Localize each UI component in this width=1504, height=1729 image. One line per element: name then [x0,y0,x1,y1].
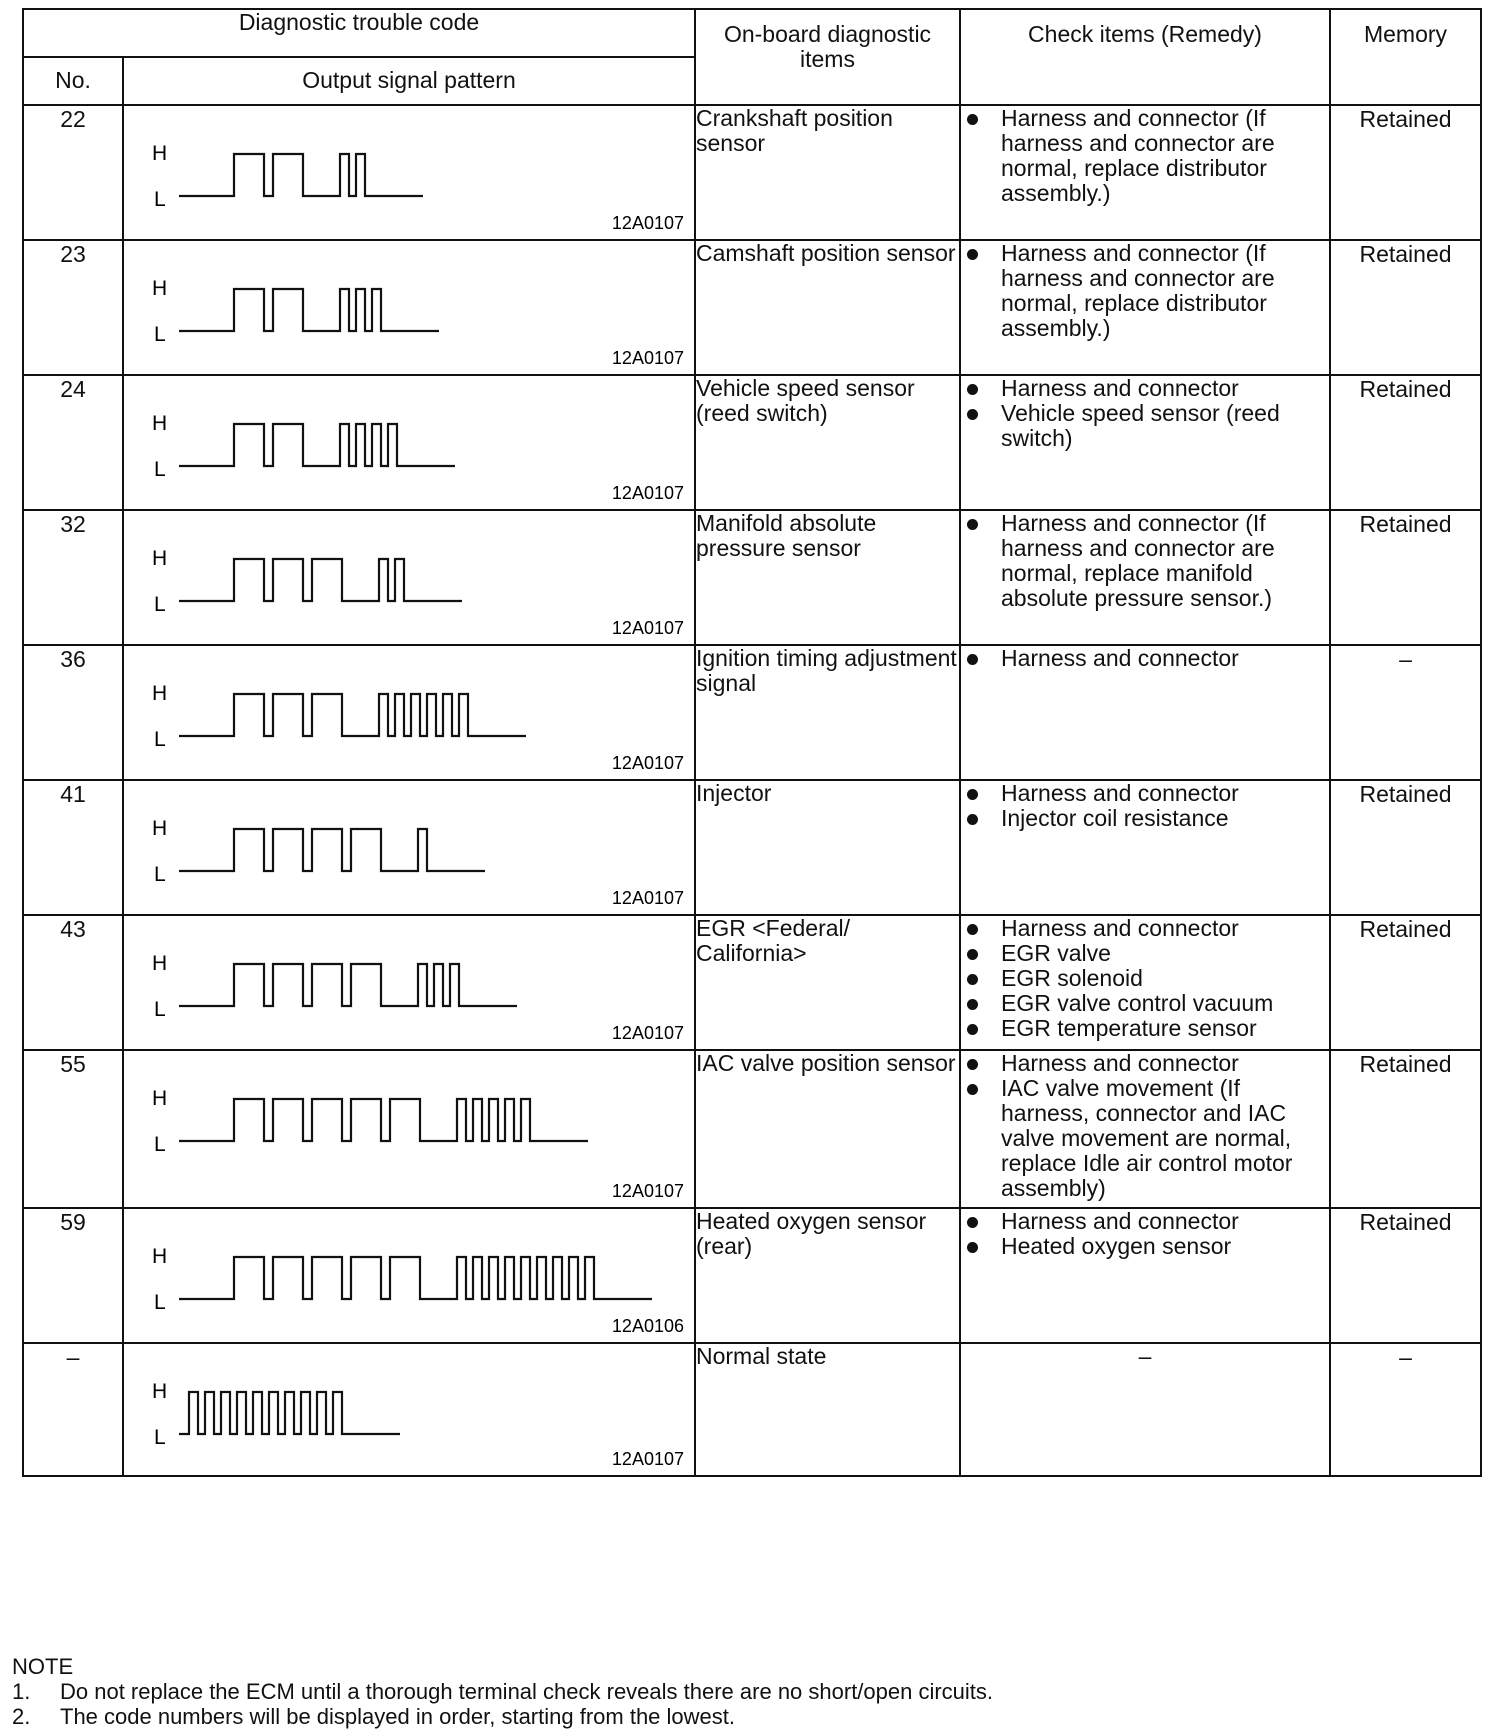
check-items [960,375,1330,510]
dtc-number: 55 [23,1050,123,1208]
signal-low-label: L [154,593,166,616]
dtc-number: 23 [23,240,123,375]
table-row [23,375,1481,510]
table-row [23,240,1481,375]
header-dtc: Diagnostic trouble code [23,9,695,57]
check-list [961,106,1329,206]
signal-waveform [179,1392,400,1434]
diagnostic-item: Normal state [695,1343,960,1476]
check-item: Harness and connector [961,1209,1329,1234]
signal-waveform-diagram [124,241,692,372]
figure-id: 12A0107 [611,213,684,233]
output-signal-pattern [123,645,695,780]
check-item: Heated oxygen sensor [961,1234,1329,1259]
signal-low-label: L [154,728,166,751]
note-number: 2. [12,1704,31,1729]
memory-status: Retained [1330,240,1481,375]
signal-high-label: H [152,682,168,705]
memory-status: Retained [1330,915,1481,1050]
check-item: Harness and connector [961,1051,1329,1076]
diagnostic-item: Heated oxygen sensor (rear) [695,1208,960,1343]
note-title: NOTE [12,1654,74,1679]
memory-status: Retained [1330,375,1481,510]
diagnostic-item: IAC valve position sensor [695,1050,960,1208]
note-text: The code numbers will be displayed in order, starting from the lowest. [60,1704,735,1729]
signal-waveform-diagram [124,1344,692,1473]
signal-high-label: H [152,817,168,840]
figure-id: 12A0107 [611,483,684,503]
signal-high-label: H [152,412,168,435]
check-items [960,915,1330,1050]
signal-waveform [179,154,423,196]
figure-id: 12A0106 [611,1316,684,1336]
check-list [961,241,1329,341]
check-list [961,376,1329,451]
output-signal-pattern [123,105,695,240]
check-item: Vehicle speed sensor (reed switch) [961,401,1329,451]
signal-waveform [179,829,485,871]
diagnostic-item: Camshaft position sensor [695,240,960,375]
signal-waveform-diagram [124,376,692,507]
check-item: EGR solenoid [961,966,1329,991]
figure-id: 12A0107 [611,1023,684,1043]
header-pattern: Output signal pattern [123,57,695,105]
check-items [960,105,1330,240]
table-row [23,105,1481,240]
signal-low-label: L [154,1133,166,1156]
check-item: Harness and connector (If harness and connector are normal, replace distributor assembly.) [961,241,1329,341]
check-item: Harness and connector [961,781,1329,806]
signal-waveform-diagram [124,511,692,642]
check-item: Harness and connector [961,376,1329,401]
header-items: On-board diagnostic items [695,9,960,105]
note-text: Do not replace the ECM until a thorough terminal check reveals there are no short/open circuits. [60,1679,994,1704]
output-signal-pattern [123,1050,695,1208]
memory-status: Retained [1330,510,1481,645]
output-signal-pattern [123,1343,695,1476]
output-signal-pattern [123,510,695,645]
note-block [12,1654,993,1729]
memory-status: Retained [1330,1050,1481,1208]
output-signal-pattern [123,780,695,915]
signal-waveform-diagram [124,916,692,1047]
signal-waveform [179,694,526,736]
diagnostic-item: EGR <Federal/ California> [695,915,960,1050]
check-items [960,1343,1330,1476]
check-list [961,781,1329,831]
signal-waveform-diagram [124,106,692,237]
signal-high-label: H [152,142,168,165]
check-none: – [1138,1343,1152,1369]
figure-id: 12A0107 [611,1181,684,1201]
diagnostic-trouble-code-table [22,8,1482,1477]
signal-low-label: L [154,188,166,211]
figure-id: 12A0107 [611,888,684,908]
signal-high-label: H [152,547,168,570]
signal-waveform-diagram [124,646,692,777]
dtc-number: 41 [23,780,123,915]
output-signal-pattern [123,375,695,510]
check-items [960,510,1330,645]
signal-waveform [179,559,462,601]
check-items [960,780,1330,915]
dtc-number: 32 [23,510,123,645]
check-item: EGR valve [961,941,1329,966]
note-number: 1. [12,1679,31,1704]
table-row [23,780,1481,915]
diagnostic-item: Manifold absolute pressure sensor [695,510,960,645]
diagnostic-item: Injector [695,780,960,915]
table-row [23,1050,1481,1208]
check-item: EGR valve control vacuum [961,991,1329,1016]
header-no: No. [23,57,123,105]
signal-high-label: H [152,952,168,975]
figure-id: 12A0107 [611,348,684,368]
signal-low-label: L [154,1426,166,1449]
signal-high-label: H [152,1245,168,1268]
header-check: Check items (Remedy) [960,9,1330,105]
signal-waveform-diagram [124,1051,692,1205]
check-item: Harness and connector (If harness and connector are normal, replace distributor assembly.) [961,106,1329,206]
check-item: Harness and connector [961,646,1329,671]
note-item [12,1704,993,1729]
header-memory: Memory [1330,9,1481,105]
diagnostic-item: Crankshaft position sensor [695,105,960,240]
table-row [23,1343,1481,1476]
signal-low-label: L [154,323,166,346]
figure-id: 12A0107 [611,618,684,638]
check-list [961,646,1329,671]
check-items [960,240,1330,375]
table-row [23,645,1481,780]
check-list [961,1051,1329,1201]
figure-id: 12A0107 [611,1449,684,1469]
memory-status: Retained [1330,1208,1481,1343]
dtc-number: 22 [23,105,123,240]
signal-high-label: H [152,1380,168,1403]
table-row [23,915,1481,1050]
memory-status: Retained [1330,780,1481,915]
memory-status: – [1330,645,1481,780]
signal-low-label: L [154,1291,166,1314]
signal-low-label: L [154,458,166,481]
signal-waveform [179,1257,652,1299]
check-item: EGR temperature sensor [961,1016,1329,1041]
output-signal-pattern [123,915,695,1050]
dtc-number: 24 [23,375,123,510]
signal-waveform [179,424,455,466]
signal-high-label: H [152,277,168,300]
note-item [12,1679,993,1704]
signal-high-label: H [152,1087,168,1110]
signal-low-label: L [154,863,166,886]
check-items [960,1050,1330,1208]
diagnostic-item: Vehicle speed sensor (reed switch) [695,375,960,510]
check-items [960,1208,1330,1343]
check-item: Injector coil resistance [961,806,1329,831]
table-row [23,510,1481,645]
output-signal-pattern [123,1208,695,1343]
output-signal-pattern [123,240,695,375]
dtc-number: 36 [23,645,123,780]
memory-status: – [1330,1343,1481,1476]
signal-waveform [179,1099,588,1141]
dtc-number: – [23,1343,123,1476]
signal-waveform [179,289,439,331]
check-list [961,916,1329,1041]
memory-status: Retained [1330,105,1481,240]
signal-waveform-diagram [124,1209,692,1340]
check-list [961,1209,1329,1259]
table-row [23,1208,1481,1343]
signal-low-label: L [154,998,166,1021]
check-item: Harness and connector (If harness and connector are normal, replace manifold absolute pressure sensor.) [961,511,1329,611]
signal-waveform [179,964,517,1006]
check-item: Harness and connector [961,916,1329,941]
check-item: IAC valve movement (If harness, connector and IAC valve movement are normal, replace Idle air control motor assembly) [961,1076,1329,1201]
check-list [961,511,1329,611]
figure-id: 12A0107 [611,753,684,773]
dtc-number: 59 [23,1208,123,1343]
signal-waveform-diagram [124,781,692,912]
dtc-number: 43 [23,915,123,1050]
diagnostic-item: Ignition timing adjustment signal [695,645,960,780]
check-items [960,645,1330,780]
